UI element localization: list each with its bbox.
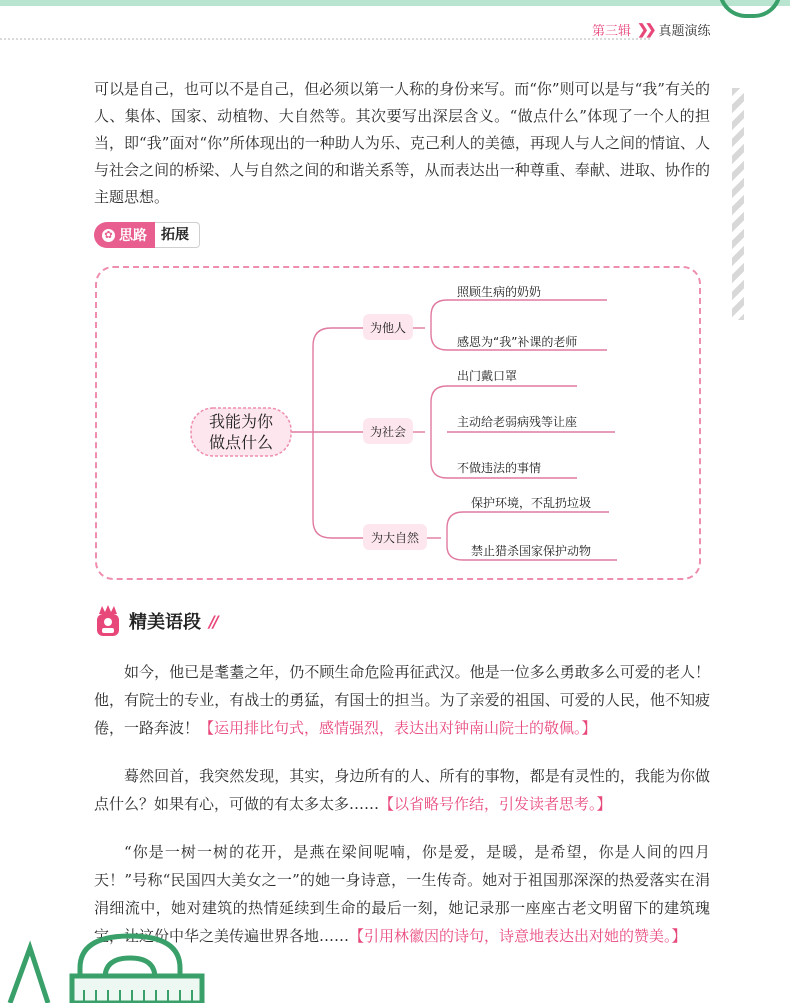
running-header bbox=[592, 20, 711, 39]
section-title-slash: // bbox=[209, 611, 217, 631]
reading-person-icon bbox=[95, 604, 121, 638]
mindmap-branch-label: 为社会 bbox=[369, 425, 407, 439]
badge-left bbox=[94, 222, 155, 248]
intro-paragraph: 可以是自己，也可以不是自己，但必须以第一人称的身份来写。而“你”则可以是与“我”有关的人、集体、国家、动植物、大自然等。其次要写出深层含义。“做点什么”体现了一个人的担当，即“我”面对“你”所体现出的一种助人为乐、克己利人的美德，再现人与人之间的情谊、人与社会之间的桥梁、人与自然之间的和谐关系等，从而表达出一种尊重、奉献、进取、协作的主题思想。 bbox=[94, 80, 710, 206]
mindmap-root-line1: 我能为你 bbox=[208, 412, 274, 431]
header-part: 第三辑 bbox=[592, 24, 632, 39]
mindmap bbox=[95, 266, 701, 580]
mindmap-branch-label: 为他人 bbox=[369, 321, 407, 335]
header-section: 真题演练 bbox=[658, 24, 711, 39]
excerpt-paragraph bbox=[94, 762, 710, 818]
mindmap-leaf: 主动给老弱病残等让座 bbox=[457, 415, 578, 429]
section-title bbox=[95, 604, 217, 638]
excerpt-note: 【引用林徽因的诗句，诗意地表达出对她的赞美。】 bbox=[349, 927, 687, 945]
excerpt-text: 如今，他已是耄耋之年，仍不顾生命危险再征武汉。他是一位多么勇敢多么可爱的老人！他，有院士的专业，有战士的勇猛，有国士的担当。为了亲爱的祖国、可爱的人民，他不知疲倦，一路奔波！ bbox=[94, 663, 710, 737]
excerpt-note: 【以省略号作结，引发读者思考。】 bbox=[379, 795, 612, 813]
badge-left-label: 思路 bbox=[119, 228, 147, 244]
mindmap-connector bbox=[431, 300, 447, 350]
excerpt-paragraph bbox=[94, 658, 710, 742]
idea-expansion-badge bbox=[94, 222, 200, 248]
mindmap-connector bbox=[431, 386, 447, 478]
side-stripe-decoration bbox=[732, 88, 744, 320]
section-title-label: 精美语段 bbox=[129, 612, 201, 633]
excerpt-text: 蓦然回首，我突然发现，其实，身边所有的人、所有的事物，都是有灵性的，我能为你做点什么？如果有心，可做的有太多太多…… bbox=[94, 767, 710, 813]
mindmap-leaf: 照顾生病的奶奶 bbox=[457, 285, 542, 299]
corner-ruler-decoration bbox=[718, 0, 782, 18]
mindmap-leaf: 感恩为“我”补课的老师 bbox=[457, 335, 578, 349]
excerpt-note: 【运用排比句式，感情强烈，表达出对钟南山院士的敬佩。】 bbox=[199, 719, 597, 737]
top-color-band bbox=[0, 0, 790, 6]
mindmap-branch-label: 为大自然 bbox=[370, 531, 420, 545]
mindmap-connector bbox=[447, 512, 463, 560]
header-divider bbox=[0, 38, 650, 40]
lightbulb-icon: ✿ bbox=[102, 229, 115, 242]
mindmap-leaf: 不做违法的事情 bbox=[457, 461, 542, 475]
mindmap-leaf: 保护环境，不乱扔垃圾 bbox=[471, 496, 592, 510]
mindmap-leaf: 出门戴口罩 bbox=[457, 369, 518, 383]
mindmap-connector bbox=[313, 328, 331, 538]
mindmap-leaf: 禁止猎杀国家保护动物 bbox=[471, 544, 592, 558]
chevron-right-icon: ❯❯ bbox=[637, 21, 653, 38]
protractor-decoration bbox=[0, 928, 230, 1003]
mindmap-root-line2: 做点什么 bbox=[208, 433, 274, 452]
badge-right-label: 拓展 bbox=[155, 222, 200, 248]
excerpt-text: “你是一树一树的花开，是燕在梁间呢喃，你是爱，是暖，是希望，你是人间的四月天！”号称“民国四大美女之一”的她一身诗意，一生传奇。她对于祖国那深深的热爱落实在涓涓细流中，她对建筑的热情延续到生命的最后一刻，她记录那一座座古老文明留下的建筑瑰宝，让这份中华之美传遍世界各地…… bbox=[94, 843, 710, 945]
